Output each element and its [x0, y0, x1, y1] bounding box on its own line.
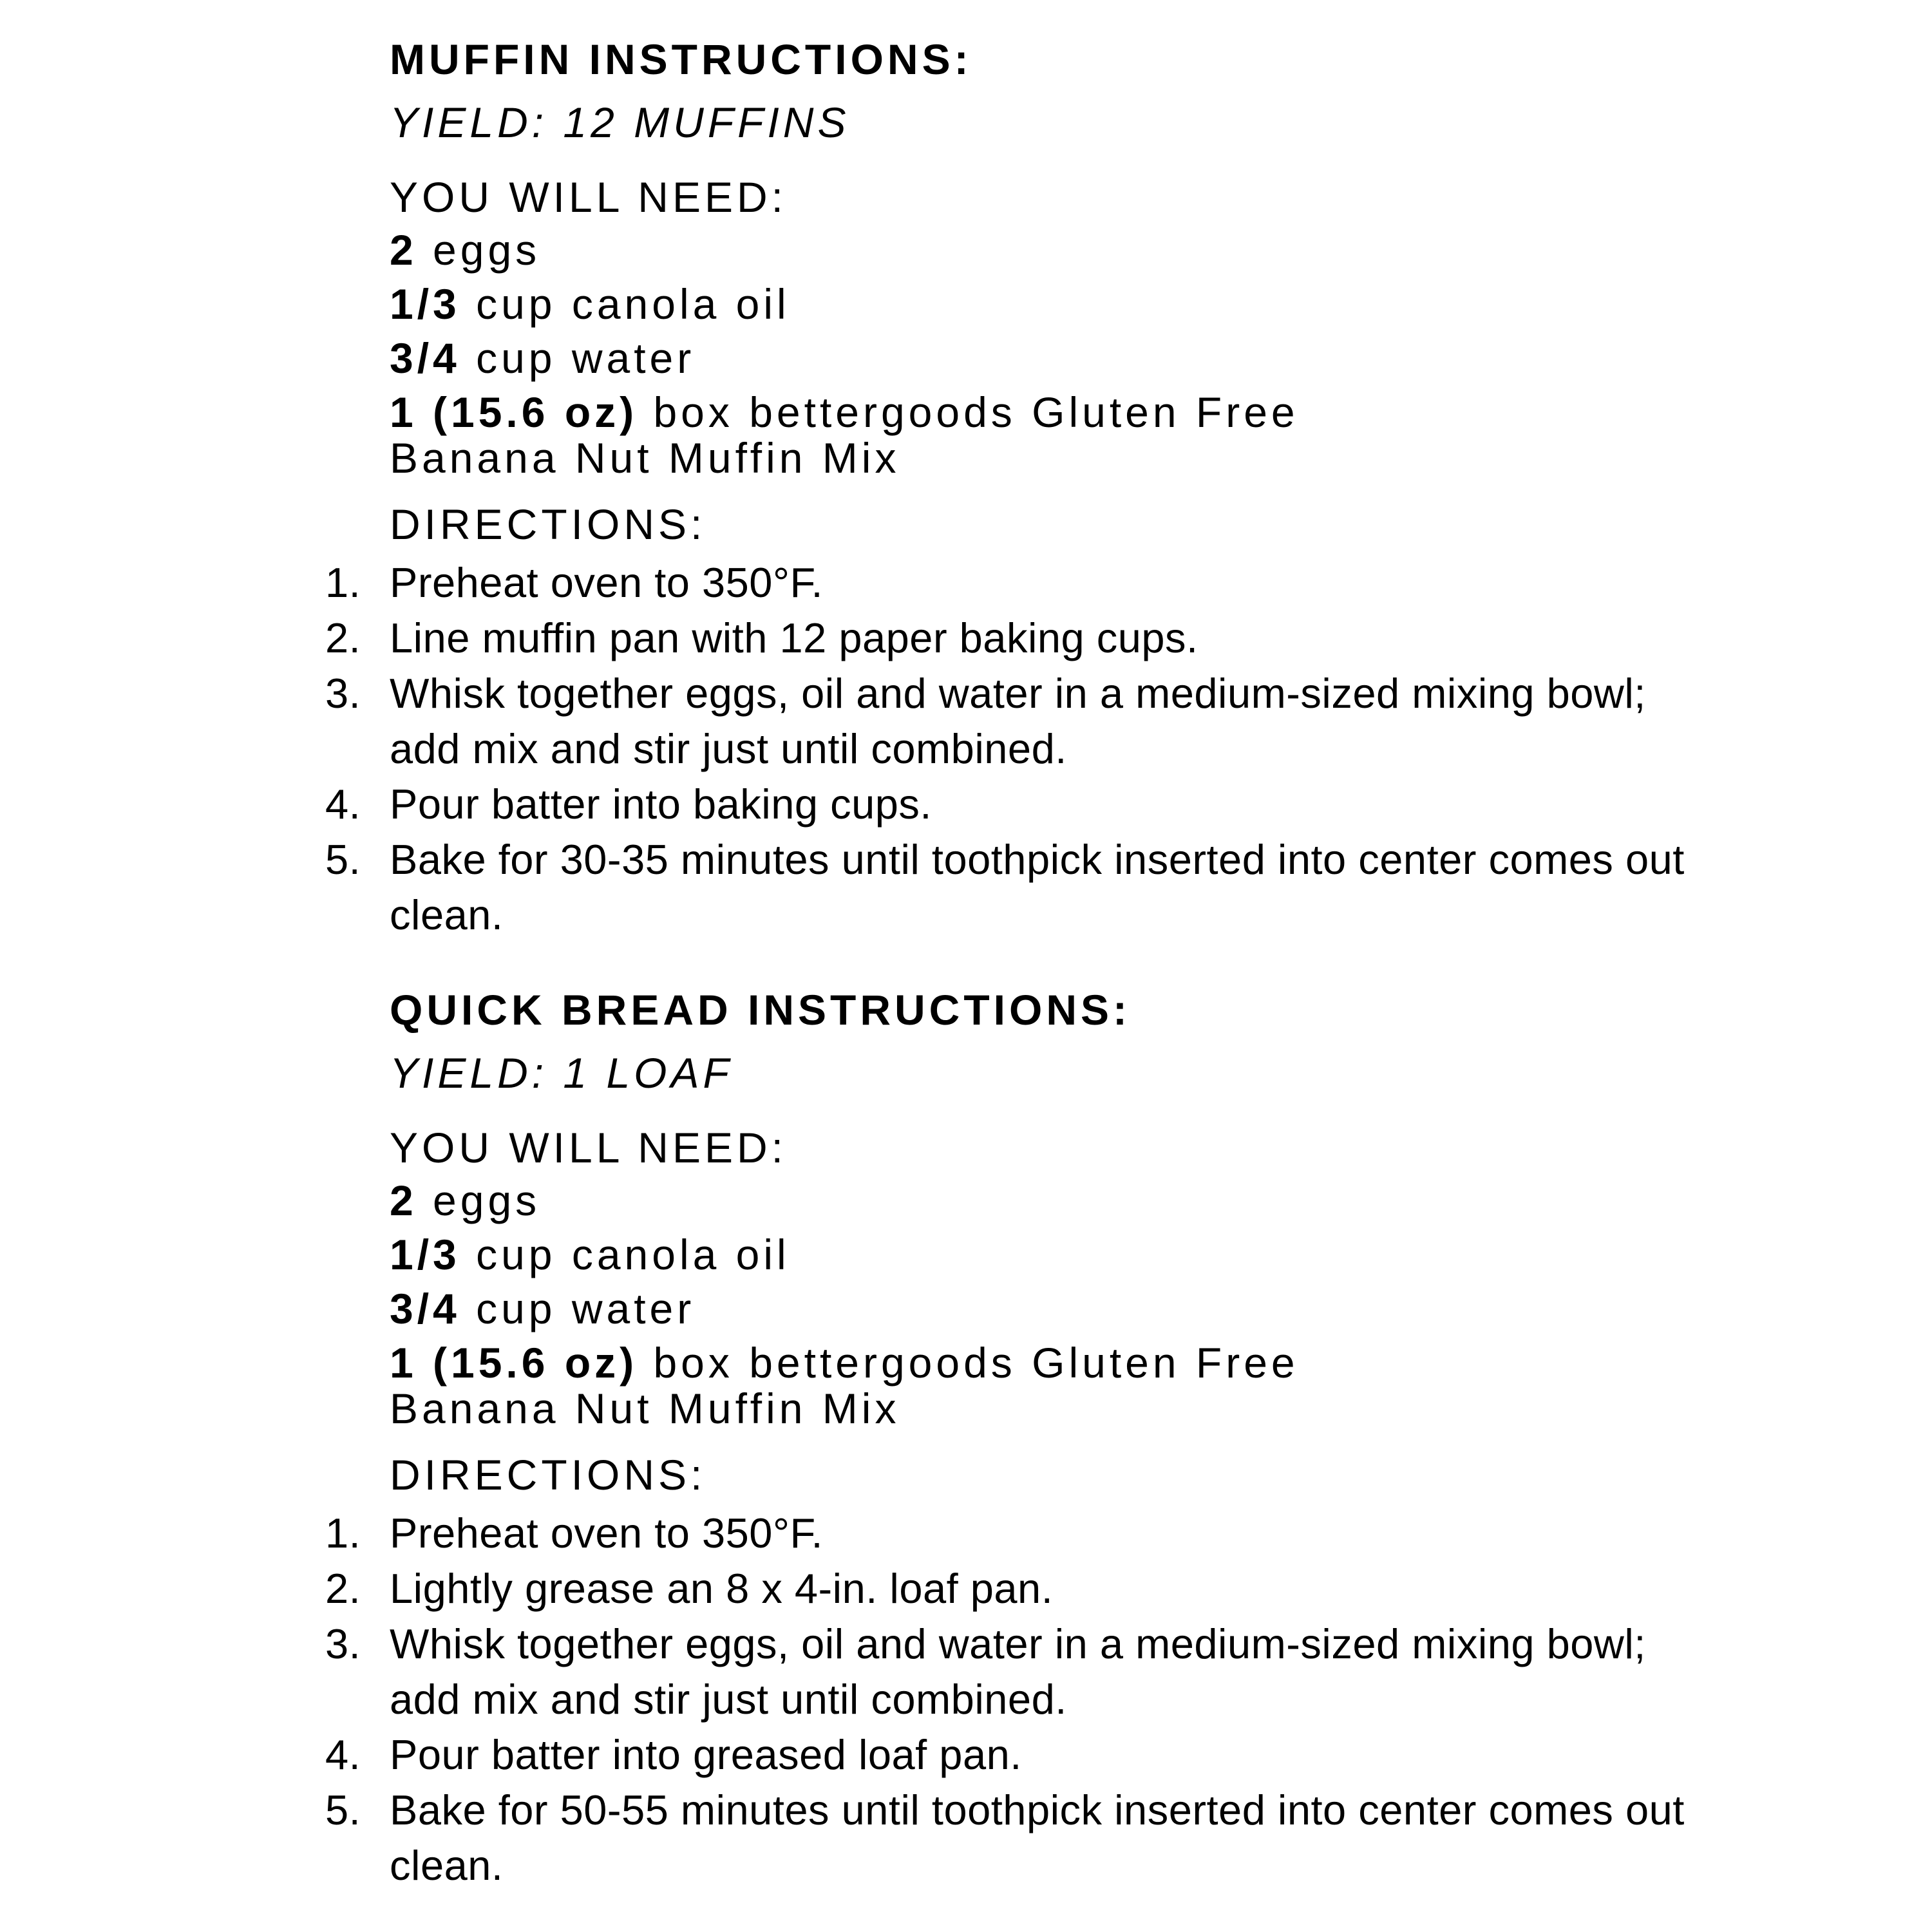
- direction-step: [325, 555, 1690, 611]
- ingredient-qty: 1/3: [390, 1231, 460, 1278]
- direction-step: [325, 1506, 1690, 1561]
- step-text: Lightly grease an 8 x 4-in. loaf pan.: [390, 1565, 1054, 1612]
- step-number: 1.: [325, 559, 361, 606]
- step-number: 4.: [325, 1731, 361, 1778]
- direction-step: [325, 1561, 1690, 1616]
- ingredient-text-continued: Banana Nut Muffin Mix: [390, 434, 900, 482]
- quick-bread-instructions-section: [325, 984, 1742, 1893]
- direction-step: [325, 666, 1690, 777]
- step-number: 2.: [325, 1565, 361, 1612]
- muffin-yield: YIELD: 12 MUFFINS: [390, 99, 850, 146]
- ingredient-item: [390, 277, 1742, 331]
- ingredient-text: eggs: [417, 1177, 541, 1224]
- step-text: Preheat oven to 350°F.: [390, 1510, 823, 1557]
- ingredient-text: box bettergoods Gluten Free: [638, 388, 1299, 436]
- ingredient-qty: 3/4: [390, 334, 460, 382]
- ingredient-text: cup canola oil: [460, 1231, 790, 1278]
- ingredient-text: box bettergoods Gluten Free: [638, 1339, 1299, 1387]
- muffin-directions-list: [325, 555, 1742, 943]
- ingredient-qty: 2: [390, 226, 417, 274]
- ingredient-item: [390, 331, 1742, 385]
- ingredient-qty: 1 (15.6 oz): [390, 388, 638, 436]
- ingredient-text: cup canola oil: [460, 280, 790, 328]
- step-number: 5.: [325, 1786, 361, 1833]
- step-text: Whisk together eggs, oil and water in a medium-sized mixing bowl; add mix and stir just until combined.: [390, 1620, 1646, 1723]
- ingredient-qty: 3/4: [390, 1285, 460, 1332]
- ingredient-qty: 2: [390, 1177, 417, 1224]
- bread-directions-label: DIRECTIONS:: [390, 1451, 706, 1499]
- ingredient-item: [390, 223, 1742, 277]
- ingredient-qty: 1/3: [390, 280, 460, 328]
- step-text: Line muffin pan with 12 paper baking cups.: [390, 614, 1198, 661]
- step-text: Bake for 50-55 minutes until toothpick inserted into center comes out clean.: [390, 1786, 1685, 1889]
- step-text: Whisk together eggs, oil and water in a medium-sized mixing bowl; add mix and stir just until combined.: [390, 670, 1646, 772]
- ingredient-item: [390, 1173, 1742, 1227]
- direction-step: [325, 1783, 1690, 1893]
- bread-yield: YIELD: 1 LOAF: [390, 1049, 733, 1097]
- bread-need-label: YOU WILL NEED:: [390, 1124, 787, 1171]
- step-number: 3.: [325, 670, 361, 717]
- bread-ingredient-list: [390, 1173, 1742, 1431]
- direction-step: [325, 611, 1690, 666]
- ingredient-item: [390, 385, 1742, 480]
- step-text: Preheat oven to 350°F.: [390, 559, 823, 606]
- ingredient-text: eggs: [417, 226, 541, 274]
- bread-heading: QUICK BREAD INSTRUCTIONS:: [390, 986, 1131, 1034]
- direction-step: [325, 777, 1690, 832]
- muffin-heading: MUFFIN INSTRUCTIONS:: [390, 35, 972, 83]
- step-number: 3.: [325, 1620, 361, 1667]
- ingredient-item: [390, 1336, 1742, 1431]
- muffin-need-label: YOU WILL NEED:: [390, 173, 787, 221]
- step-text: Bake for 30-35 minutes until toothpick inserted into center comes out clean.: [390, 836, 1685, 938]
- muffin-ingredient-list: [390, 223, 1742, 480]
- muffin-instructions-section: [325, 33, 1742, 943]
- ingredient-text: cup water: [460, 334, 696, 382]
- step-number: 5.: [325, 836, 361, 883]
- step-number: 1.: [325, 1510, 361, 1557]
- muffin-directions-label: DIRECTIONS:: [390, 500, 706, 548]
- step-text: Pour batter into greased loaf pan.: [390, 1731, 1022, 1778]
- ingredient-item: [390, 1227, 1742, 1282]
- step-text: Pour batter into baking cups.: [390, 781, 932, 828]
- ingredient-text-continued: Banana Nut Muffin Mix: [390, 1385, 900, 1432]
- ingredient-qty: 1 (15.6 oz): [390, 1339, 638, 1387]
- direction-step: [325, 1727, 1690, 1783]
- ingredient-text: cup water: [460, 1285, 696, 1332]
- direction-step: [325, 832, 1690, 943]
- direction-step: [325, 1616, 1690, 1727]
- step-number: 2.: [325, 614, 361, 661]
- bread-directions-list: [325, 1506, 1742, 1893]
- step-number: 4.: [325, 781, 361, 828]
- ingredient-item: [390, 1282, 1742, 1336]
